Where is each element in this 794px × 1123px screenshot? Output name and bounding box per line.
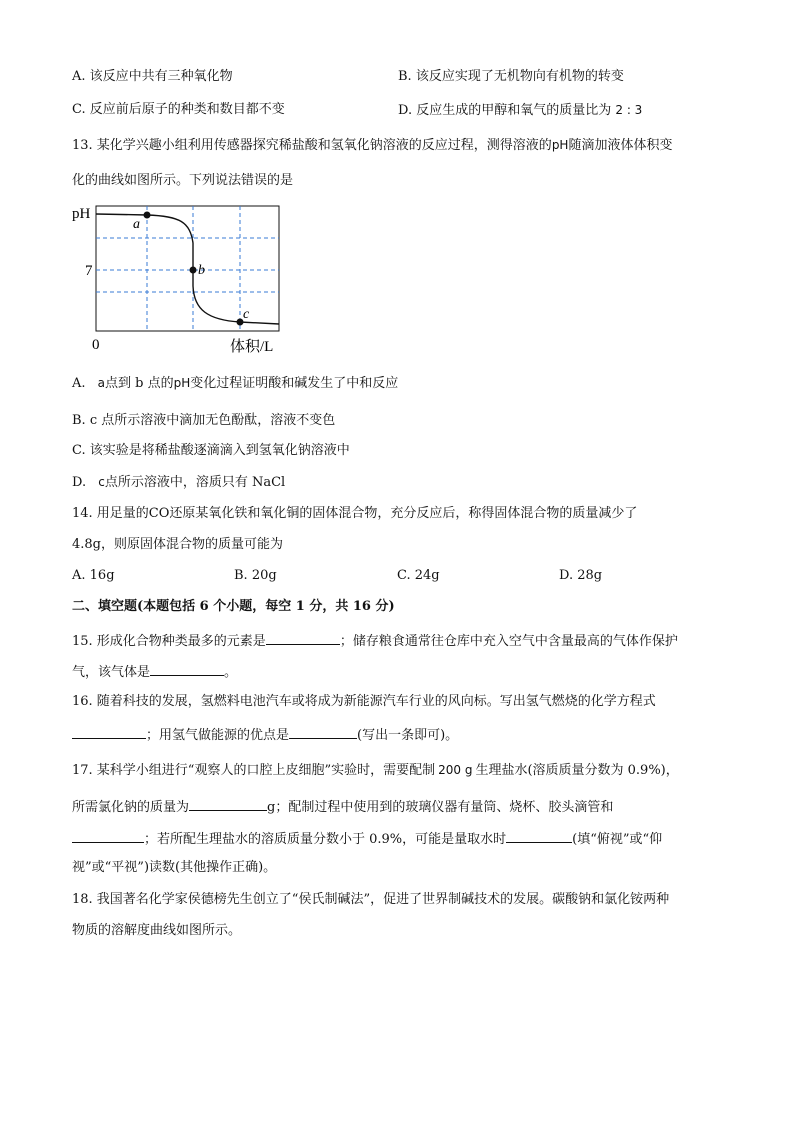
q12-option-a: A. 该反应中共有三种氧化物 xyxy=(72,69,233,84)
q14-option-d: D. 28g xyxy=(559,568,603,583)
q13-stem-line-1 xyxy=(72,136,672,155)
q16-blank-2[interactable] xyxy=(289,724,357,739)
point-a-label: a xyxy=(133,217,140,232)
q13-option-a-text2: 变化过程证明酸和碱发生了中和反应 xyxy=(190,376,399,391)
q17-text-5: (填“俯视”或“仰 xyxy=(572,832,663,847)
q17-blank-3[interactable] xyxy=(506,828,572,843)
q13-option-a-text1: 点到 b 点的 xyxy=(105,376,174,391)
ph-curve xyxy=(96,214,279,324)
q12-option-d-ratio: 2 : 3 xyxy=(615,103,643,117)
graph-grid xyxy=(96,206,279,331)
y-axis-tick-7: 7 xyxy=(85,263,93,279)
q13-option-a-ph: pH xyxy=(173,376,191,390)
q14-stem-line-2: 4.8g，则原固体混合物的质量可能为 xyxy=(72,537,283,552)
q13-stem-text-b: 随滴加液体体积变 xyxy=(568,138,673,153)
q15-text-3: 气，该气体是 xyxy=(72,665,151,680)
q16-line-2 xyxy=(72,724,458,745)
q13-stem-ph: pH xyxy=(551,138,569,152)
q17-line-2 xyxy=(72,796,613,817)
point-c-label: c xyxy=(243,307,250,322)
q13-option-a xyxy=(72,374,398,393)
q18-line-1: 18. 我国著名化学家侯德榜先生创立了“侯氏制碱法”，促进了世界制碱技术的发展。碳酸钠和氯化铵两种 xyxy=(72,892,670,907)
q17-line-1 xyxy=(72,761,679,780)
x-axis-label: 体积/L xyxy=(230,339,274,355)
q17-unit-text: g；配制过程中使用到的玻璃仪器有量筒、烧杯、胶头滴管和 xyxy=(267,800,614,815)
q14-option-b: B. 20g xyxy=(234,568,277,583)
q15-text-1: 15. 形成化合物种类最多的元素是 xyxy=(72,634,266,649)
q13-stem-text-a: 13. 某化学兴趣小组利用传感器探究稀盐酸和氢氧化钠溶液的反应过程，测得溶液的 xyxy=(72,138,552,153)
q12-option-d xyxy=(398,101,642,120)
q17-text-1: 17. 某科学小组进行“观察人的口腔上皮细胞”实验时，需要配制 xyxy=(72,763,436,778)
q16-text-2: ；用氢气做能源的优点是 xyxy=(146,728,290,743)
q17-text-2: 生理盐水(溶质质量分数为 0.9%)， xyxy=(475,763,679,778)
q14-stem-line-1: 14. 用足量的CO还原某氧化铁和氧化铜的固体混合物，充分反应后，称得固体混合物的质量减少了 xyxy=(72,506,638,521)
q15-text-4: 。 xyxy=(224,665,238,680)
q17-line-3 xyxy=(72,828,662,849)
q15-line-1 xyxy=(72,630,678,651)
q16-blank-1[interactable] xyxy=(72,724,146,739)
q13-option-a-point: a xyxy=(97,376,106,390)
q12-option-d-text: D. 反应生成的甲醇和氧气的质量比为 xyxy=(398,103,612,118)
q15-blank-2[interactable] xyxy=(150,661,224,676)
q18-line-2: 物质的溶解度曲线如图所示。 xyxy=(72,923,242,938)
q13-ph-graph xyxy=(70,198,286,358)
q16-text-3: (写出一条即可)。 xyxy=(357,728,459,743)
q12-option-c: C. 反应前后原子的种类和数目都不变 xyxy=(72,102,285,117)
q15-text-2: ；储存粮食通常往仓库中充入空气中含量最高的气体作保护 xyxy=(339,634,678,649)
q17-line-4: 视”或“平视”)读数(其他操作正确)。 xyxy=(72,860,277,875)
section-2-heading: 二、填空题(本题包括 6 个小题，每空 1 分，共 16 分) xyxy=(72,599,395,614)
q13-option-d xyxy=(72,473,285,492)
q13-stem-line-2: 化的曲线如图所示。下列说法错误的是 xyxy=(72,173,294,188)
q17-blank-2[interactable] xyxy=(72,828,144,843)
q15-line-2 xyxy=(72,661,237,682)
q13-option-d-prefix: D. xyxy=(72,475,87,490)
q17-text-4: ；若所配生理盐水的溶质质量分数小于 0.9%，可能是量取水时 xyxy=(144,832,507,847)
point-a-marker xyxy=(144,212,151,219)
q15-blank-1[interactable] xyxy=(266,630,340,645)
q13-option-d-text: 点所示溶液中，溶质只有 NaCl xyxy=(104,475,286,490)
q17-text-3: 所需氯化钠的质量为 xyxy=(72,800,190,815)
q16-line-1: 16. 随着科技的发展，氢燃料电池汽车或将成为新能源汽车行业的风向标。写出氢气燃烧的化学方程式 xyxy=(72,694,656,709)
q13-option-a-prefix: A. xyxy=(72,376,86,391)
point-b-label: b xyxy=(198,263,205,278)
q13-option-c: C. 该实验是将稀盐酸逐滴滴入到氢氧化钠溶液中 xyxy=(72,443,350,458)
q12-option-b: B. 该反应实现了无机物向有机物的转变 xyxy=(398,69,624,84)
q13-option-b: B. c 点所示溶液中滴加无色酚酞，溶液不变色 xyxy=(72,413,336,428)
y-axis-label: pH xyxy=(72,206,91,222)
origin-label: 0 xyxy=(92,337,100,353)
q17-amount: 200 g xyxy=(438,763,473,777)
q14-option-c: C. 24g xyxy=(397,568,440,583)
q17-blank-1[interactable] xyxy=(189,796,267,811)
q14-option-a: A. 16g xyxy=(72,568,115,583)
graph-frame xyxy=(96,206,279,331)
point-b-marker xyxy=(190,267,197,274)
q13-option-d-point: c xyxy=(98,475,105,489)
